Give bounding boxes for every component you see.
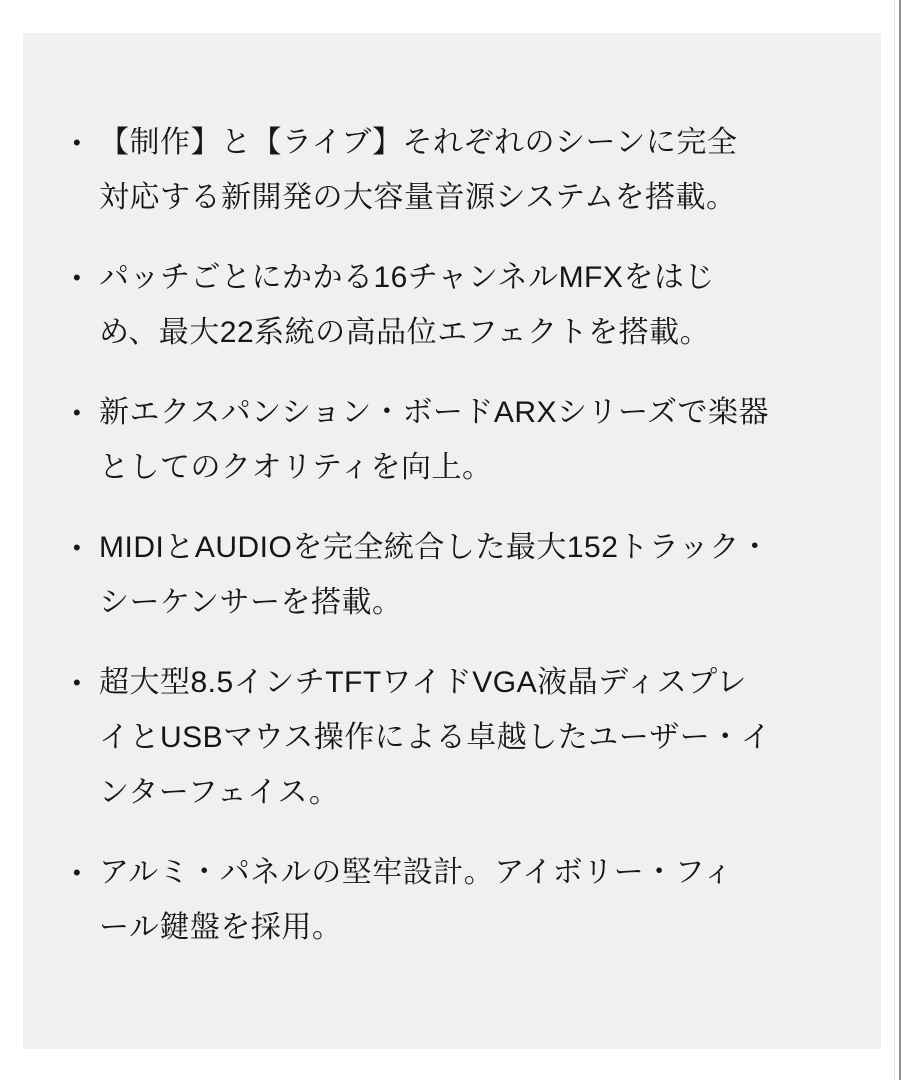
feature-line: 超大型8.5インチTFTワイドVGA液晶ディスプレ bbox=[99, 666, 748, 699]
feature-item bbox=[73, 520, 871, 630]
features-list bbox=[23, 33, 881, 955]
feature-item bbox=[73, 250, 871, 360]
feature-item bbox=[73, 845, 871, 955]
feature-line: 【制作】と【ライブ】それぞれのシーンに完全 bbox=[99, 126, 738, 159]
feature-line: ール鍵盤を採用。 bbox=[99, 911, 343, 944]
feature-item bbox=[73, 115, 871, 225]
bullet-icon: • bbox=[73, 130, 81, 155]
bullet-icon: • bbox=[73, 860, 81, 885]
features-card bbox=[23, 33, 881, 1049]
bullet-icon: • bbox=[73, 535, 81, 560]
feature-line: イとUSBマウス操作による卓越したユーザー・イ bbox=[99, 721, 772, 754]
feature-line: シーケンサーを搭載。 bbox=[99, 586, 403, 619]
feature-line: ンターフェイス。 bbox=[99, 776, 340, 809]
feature-item bbox=[73, 655, 871, 820]
right-edge-faint-line bbox=[894, 0, 895, 1080]
feature-line: アルミ・パネルの堅牢設計。アイボリー・フィ bbox=[99, 856, 734, 889]
feature-line: め、最大22系統の高品位エフェクトを搭載。 bbox=[99, 316, 711, 349]
feature-line: パッチごとにかかる16チャンネルMFXをはじ bbox=[99, 261, 715, 294]
bullet-icon: • bbox=[73, 265, 81, 290]
right-edge-border-line bbox=[899, 0, 901, 1080]
feature-text bbox=[99, 250, 871, 360]
feature-line: MIDIとAUDIOを完全統合した最大152トラック・ bbox=[99, 531, 771, 564]
feature-text bbox=[99, 115, 871, 225]
feature-line: 新エクスパンション・ボードARXシリーズで楽器 bbox=[99, 396, 770, 429]
feature-line: としてのクオリティを向上。 bbox=[99, 451, 493, 484]
bullet-icon: • bbox=[73, 670, 81, 695]
feature-text bbox=[99, 385, 871, 495]
feature-line: 対応する新開発の大容量音源システムを搭載。 bbox=[99, 181, 737, 214]
feature-text bbox=[99, 845, 871, 955]
feature-text bbox=[99, 520, 871, 630]
feature-item bbox=[73, 385, 871, 495]
feature-text bbox=[99, 655, 871, 820]
bullet-icon: • bbox=[73, 400, 81, 425]
